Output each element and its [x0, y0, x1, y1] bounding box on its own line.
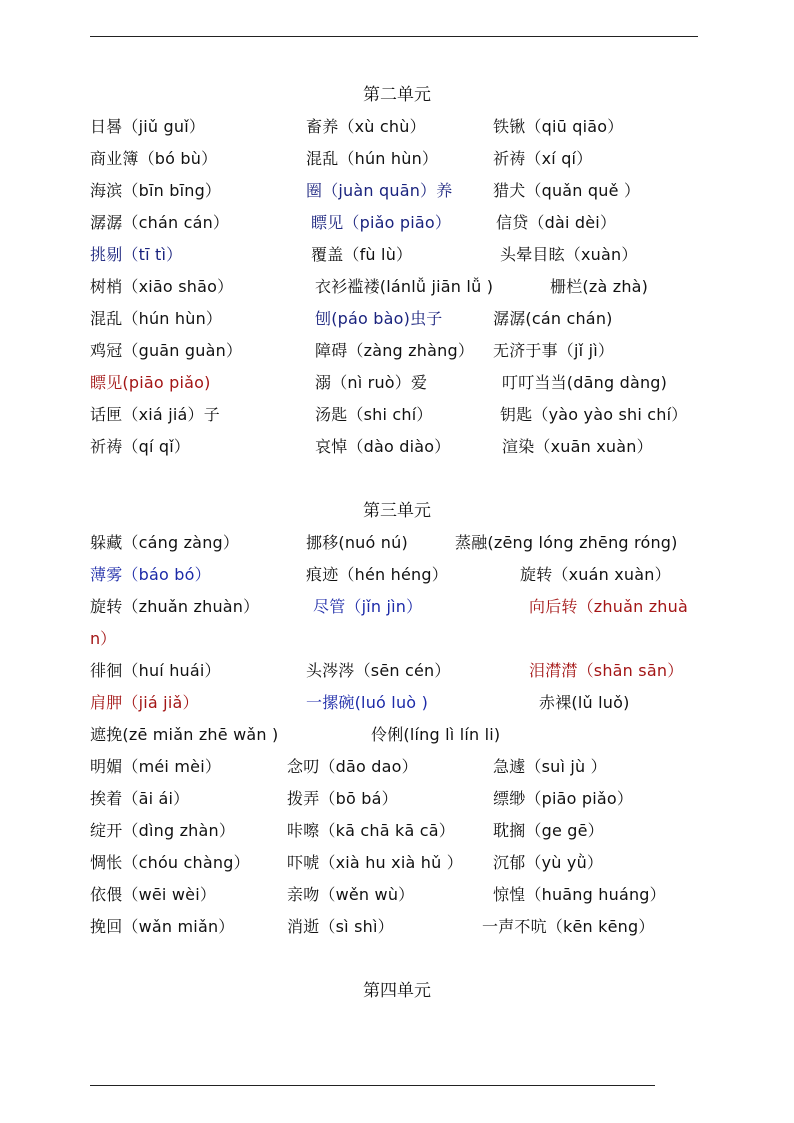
vocab-entry: 一声不吭（kēn kēng） — [482, 917, 655, 936]
vocab-entry: 栅栏(zà zhà) — [550, 277, 649, 296]
vocab-entry: 惆怅（chóu chàng） — [90, 853, 250, 872]
vocab-entry: 依偎（wēi wèi） — [90, 885, 217, 904]
vocab-entry: 向后转（zhuǎn zhuà — [529, 597, 688, 616]
vocab-row — [0, 821, 794, 853]
vocab-row — [0, 309, 794, 341]
vocab-row — [0, 213, 794, 245]
vocab-row — [0, 757, 794, 789]
vocab-row — [0, 373, 794, 405]
vocab-entry: 亲吻（wěn wù） — [287, 885, 415, 904]
vocab-entry: 徘徊（huí huái） — [90, 661, 221, 680]
vocab-entry: 消逝（sì shì） — [287, 917, 394, 936]
vocab-entry: 祈祷（qí qǐ） — [90, 437, 191, 456]
vocab-entry: 咔嚓（kā chā kā cā） — [287, 821, 455, 840]
vocab-entry: 畜养（xù chù） — [306, 117, 426, 136]
vocab-entry: 覆盖（fù lù） — [311, 245, 413, 264]
vocab-entry: 缥缈（piāo piǎo） — [493, 789, 634, 808]
vocab-entry: 树梢（xiāo shāo） — [90, 277, 234, 296]
vocab-row — [0, 725, 794, 757]
vocab-entry: 吓唬（xià hu xià hǔ ） — [287, 853, 463, 872]
page-header-rule — [90, 36, 698, 37]
vocab-entry-continuation: n） — [90, 629, 117, 648]
vocab-entry: 头涔涔（sēn cén） — [306, 661, 451, 680]
vocab-entry: 钥匙（yào yào shi chí） — [500, 405, 688, 424]
vocab-entry: 话匣（xiá jiá）子 — [90, 405, 220, 424]
vocab-entry: 叮叮当当(dāng dàng) — [502, 373, 668, 392]
vocab-row-continuation — [0, 629, 794, 661]
vocab-row — [0, 405, 794, 437]
vocab-entry: 信贷（dài dèi） — [496, 213, 617, 232]
vocab-entry: 旋转（zhuǎn zhuàn） — [90, 597, 260, 616]
vocab-row — [0, 853, 794, 885]
vocab-entry: 障碍（zàng zhàng） — [315, 341, 475, 360]
unit2-title: 第二单元 — [363, 85, 431, 105]
vocab-entry: 挽回（wǎn miǎn） — [90, 917, 235, 936]
vocab-entry: 商业簿（bó bù） — [90, 149, 218, 168]
vocab-entry: 头晕目眩（xuàn） — [500, 245, 638, 264]
vocab-entry: 伶俐(líng lì lín li) — [371, 725, 501, 744]
vocab-row — [0, 789, 794, 821]
vocab-entry: 挑剔（tī tì） — [90, 245, 183, 264]
vocab-entry: 潺潺(cán chán) — [493, 309, 613, 328]
vocab-row — [0, 917, 794, 949]
vocab-entry: 一摞碗(luó luò ) — [306, 693, 429, 712]
vocab-row — [0, 341, 794, 373]
vocab-row — [0, 533, 794, 565]
vocab-entry: 鸡冠（guān guàn） — [90, 341, 243, 360]
vocab-row — [0, 885, 794, 917]
vocab-entry: 哀悼（dào diào） — [315, 437, 451, 456]
vocab-entry: 瞟见（piǎo piāo） — [311, 213, 452, 232]
vocab-entry: 旋转（xuán xuàn） — [520, 565, 671, 584]
vocab-row — [0, 661, 794, 693]
vocab-entry: 念叨（dāo dao） — [287, 757, 418, 776]
vocab-row — [0, 149, 794, 181]
vocab-entry: 海滨（bīn bīng） — [90, 181, 222, 200]
vocab-entry: 刨(páo bào)虫子 — [315, 309, 443, 328]
vocab-entry: 猎犬（quǎn quě ） — [493, 181, 641, 200]
vocab-entry: 绽开（dìng zhàn） — [90, 821, 236, 840]
vocab-entry: 汤匙（shi chí） — [315, 405, 433, 424]
vocab-entry: 混乱（hún hùn） — [90, 309, 223, 328]
vocab-row — [0, 597, 794, 629]
vocab-row — [0, 181, 794, 213]
vocab-entry: 沉郁（yù yǜ） — [493, 853, 604, 872]
vocab-row — [0, 245, 794, 277]
vocab-entry: 无济于事（jǐ jì） — [493, 341, 615, 360]
vocab-entry: 日晷（jiǔ guǐ） — [90, 117, 206, 136]
vocab-row — [0, 693, 794, 725]
vocab-entry: 铁锹（qiū qiāo） — [493, 117, 624, 136]
vocab-entry: 明媚（méi mèi） — [90, 757, 222, 776]
vocab-entry: 痕迹（hén héng） — [306, 565, 448, 584]
unit4-title: 第四单元 — [363, 981, 431, 1001]
vocab-entry: 圈（juàn quān）养 — [306, 181, 453, 200]
vocab-row — [0, 277, 794, 309]
vocab-entry: 急遽（suì jù ） — [493, 757, 607, 776]
vocab-row — [0, 565, 794, 597]
vocab-entry: 尽管（jǐn jìn） — [313, 597, 423, 616]
vocab-entry: 溺（nì ruò）爱 — [315, 373, 428, 392]
vocab-row — [0, 437, 794, 469]
unit3-title: 第三单元 — [363, 501, 431, 521]
vocab-entry: 赤裸(lǔ luǒ) — [539, 693, 630, 712]
vocab-entry: 瞟见(piāo piǎo) — [90, 373, 211, 392]
vocab-entry: 祈祷（xí qí） — [493, 149, 593, 168]
vocab-row — [0, 117, 794, 149]
vocab-entry: 混乱（hún hùn） — [306, 149, 439, 168]
vocab-entry: 挪移(nuó nú) — [306, 533, 408, 552]
vocab-entry: 潺潺（chán cán） — [90, 213, 230, 232]
vocab-entry: 挨着（āi ái） — [90, 789, 190, 808]
vocab-entry: 泪潸潸（shān sān） — [529, 661, 684, 680]
vocab-entry: 薄雾（báo bó） — [90, 565, 211, 584]
vocab-entry: 渲染（xuān xuàn） — [502, 437, 653, 456]
vocab-entry: 躲藏（cáng zàng） — [90, 533, 240, 552]
vocab-entry: 遮挽(zē miǎn zhē wǎn ) — [90, 725, 279, 744]
vocab-entry: 惊惶（huāng huáng） — [493, 885, 666, 904]
page-footer-rule — [90, 1085, 655, 1086]
vocab-entry: 耽搁（ge gē） — [493, 821, 604, 840]
vocab-entry: 拨弄（bō bá） — [287, 789, 398, 808]
vocab-entry: 肩胛（jiá jiǎ） — [90, 693, 199, 712]
vocab-entry: 衣衫褴褛(lánlǚ jiān lǚ ) — [315, 277, 494, 296]
vocab-entry: 蒸融(zēng lóng zhēng róng) — [455, 533, 678, 552]
